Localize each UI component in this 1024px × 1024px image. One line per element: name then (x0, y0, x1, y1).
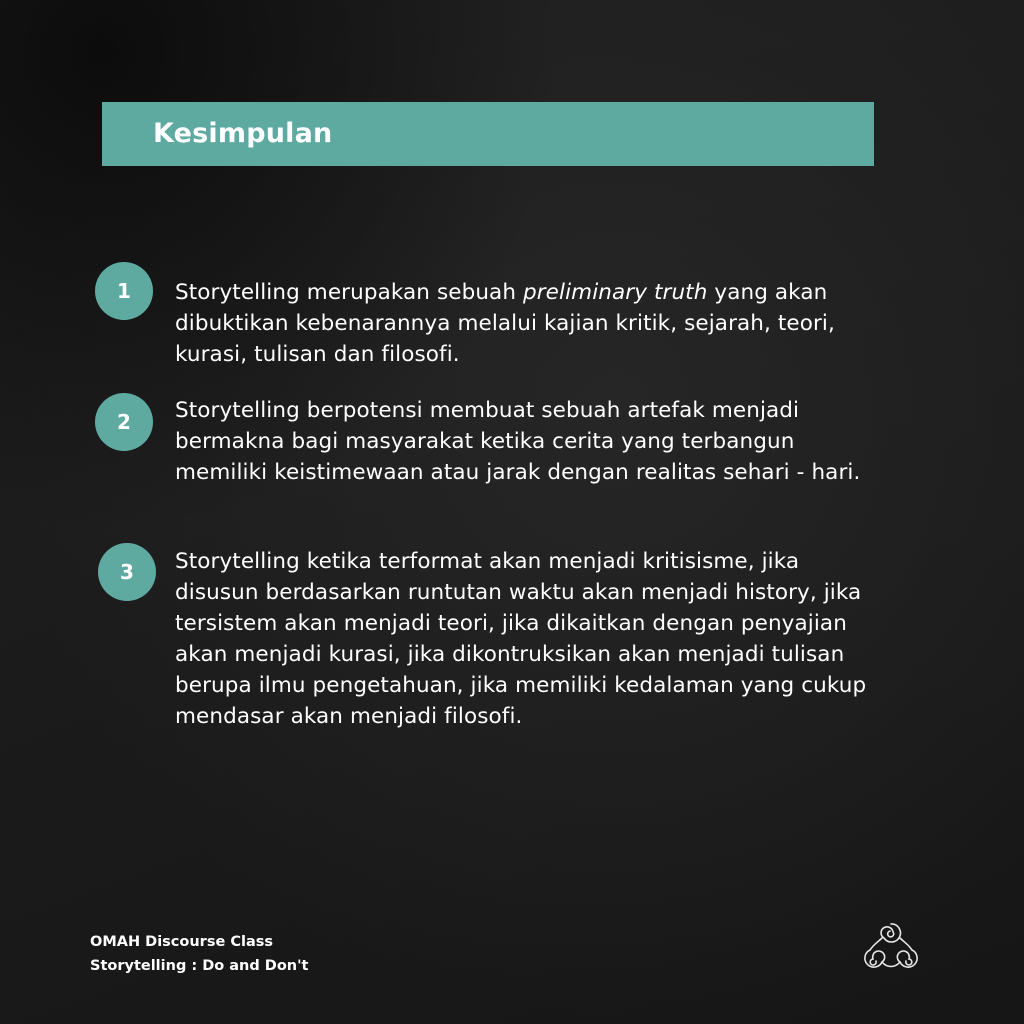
point-text (175, 277, 875, 370)
point-text: Storytelling ketika terformat akan menjadi kritisisme, jika disusun berdasarkan runtutan waktu akan menjadi history, jika tersistem akan menjadi teori, jika dikaitkan dengan penyajian akan menjadi kurasi, jika dikontruksikan akan menjadi tulisan berupa ilmu pengetahuan, jika memiliki kedalaman yang cukup mendasar akan menjadi filosofi. (175, 549, 867, 729)
point-number-badge (95, 393, 153, 451)
point-number: 3 (120, 560, 134, 584)
point-text-emphasis: preliminary truth (523, 280, 708, 305)
point-text-part: Storytelling merupakan sebuah (175, 280, 523, 305)
footer-topic-title: Storytelling : Do and Don't (90, 958, 309, 974)
triple-spiral-icon (860, 918, 922, 978)
point-number: 2 (117, 410, 131, 434)
point-number-badge (95, 262, 153, 320)
point-number: 1 (117, 279, 131, 303)
point-text: Storytelling berpotensi membuat sebuah artefak menjadi bermakna bagi masyarakat ketika cerita yang terbangun memiliki keistimewaan atau jarak dengan realitas sehari - hari. (175, 398, 861, 485)
footer-series-title: OMAH Discourse Class (90, 934, 273, 950)
page-title: Kesimpulan (153, 118, 333, 149)
point-number-badge (98, 543, 156, 601)
title-bar (102, 102, 874, 166)
point-text-part: yang akan dibuktikan kebenarannya melalui kajian kritik, sejarah, teori, kurasi, tulisan dan filosofi. (175, 280, 835, 367)
footer (90, 930, 308, 978)
